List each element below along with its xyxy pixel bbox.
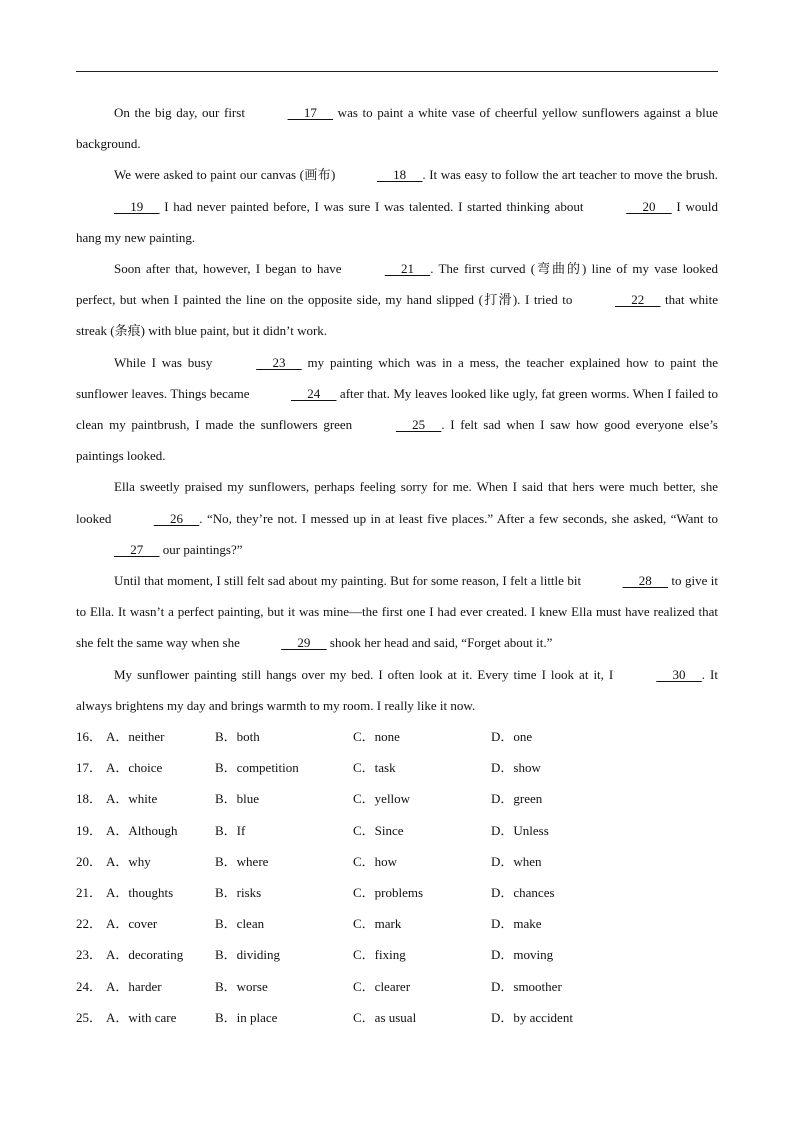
- blank-20: 20: [626, 198, 672, 214]
- option-b: B．where: [215, 853, 269, 869]
- option-b: B．worse: [215, 978, 268, 994]
- option-b: B．competition: [215, 760, 299, 776]
- question-22: [76, 908, 718, 939]
- option-b: B．in place: [215, 1009, 278, 1025]
- question-18: [76, 783, 718, 814]
- option-a: A．thoughts: [106, 884, 174, 900]
- option-d: D．Unless: [491, 822, 549, 838]
- paragraph-7: [76, 659, 718, 721]
- question-24: [76, 971, 718, 1002]
- option-c: C．mark: [353, 916, 402, 932]
- text: . “No, they’re not. I messed up in at least five places.” After a few seconds, she asked, “Want to: [199, 510, 718, 526]
- option-b: B．If: [215, 822, 246, 838]
- paragraph-6: [76, 565, 718, 659]
- cloze-passage: [76, 97, 718, 721]
- text: our paintings?”: [159, 541, 243, 557]
- question-21: [76, 877, 718, 908]
- paragraph-3: [76, 253, 718, 347]
- text: I had never painted before, I was sure I was talented. I started thinking about: [159, 198, 589, 214]
- question-number: 22．: [76, 916, 103, 932]
- option-a: A．with care: [106, 1009, 177, 1025]
- option-c: C．task: [353, 760, 396, 776]
- option-a: A．decorating: [106, 947, 184, 963]
- text: after that. My leaves looked like ugly, fat green worms. When I failed to clean my paintbrush, I made the sunflowers green: [76, 385, 718, 433]
- paragraph-4: [76, 347, 718, 472]
- question-16: [76, 721, 718, 752]
- option-d: D．by accident: [491, 1009, 573, 1025]
- question-number: 17．: [76, 760, 103, 776]
- blank-24: 24: [291, 385, 337, 401]
- blank-25: 25: [395, 417, 442, 433]
- question-17: [76, 752, 718, 783]
- text: My sunflower painting still hangs over my bed. I often look at it. Every time I look at it, I: [114, 666, 619, 682]
- blank-27: 27: [114, 541, 160, 557]
- question-number: 24．: [76, 978, 103, 994]
- blank-28: 28: [622, 573, 668, 589]
- option-a: A．cover: [106, 916, 158, 932]
- option-c: C．problems: [353, 884, 424, 900]
- option-b: B．both: [215, 729, 260, 744]
- paragraph-2: [76, 159, 718, 253]
- blank-22: 22: [614, 292, 661, 308]
- option-c: C．clearer: [353, 978, 411, 994]
- option-d: D．show: [491, 760, 541, 776]
- blank-21: 21: [384, 261, 431, 277]
- text: On the big day, our first: [114, 105, 250, 120]
- text: Until that moment, I still felt sad about my painting. But for some reason, I felt a little bit: [114, 573, 585, 589]
- question-number: 25．: [76, 1009, 103, 1025]
- option-d: D．green: [491, 791, 543, 807]
- text: my painting which was in a mess, the teacher explained how to paint the sunflower leaves. Things became: [76, 354, 718, 401]
- option-d: D．smoother: [491, 978, 562, 994]
- option-d: D．one: [491, 729, 533, 744]
- blank-26: 26: [153, 510, 200, 526]
- paragraph-1: [76, 97, 718, 159]
- question-number: 19．: [76, 822, 103, 838]
- option-a: A．white: [106, 791, 158, 807]
- blank-30: 30: [656, 666, 702, 682]
- option-c: C．none: [353, 729, 400, 744]
- question-number: 23．: [76, 947, 103, 963]
- option-c: C．fixing: [353, 947, 406, 963]
- blank-23: 23: [256, 354, 302, 370]
- option-c: C．Since: [353, 822, 404, 838]
- option-b: B．blue: [215, 791, 260, 807]
- question-number: 21．: [76, 884, 103, 900]
- text: shook her head and said, “Forget about it.”: [326, 635, 553, 651]
- blank-29: 29: [281, 635, 327, 651]
- text: that white streak (条痕) with blue paint, but it didn’t work.: [76, 292, 718, 339]
- question-23: [76, 939, 718, 970]
- header-rule: [76, 71, 718, 72]
- text: . It was easy to follow the art teacher to move the brush.: [422, 167, 718, 183]
- option-d: D．make: [491, 916, 542, 932]
- text: . I felt sad when I saw how good everyone else’s paintings looked.: [76, 417, 718, 464]
- text: to give it to Ella. It wasn’t a perfect painting, but it was mine—the first one I had ever created. I knew Ella must have realized that she felt the same way when she: [76, 573, 718, 651]
- option-d: D．moving: [491, 947, 554, 963]
- question-number: 20．: [76, 853, 103, 869]
- option-a: A．neither: [106, 729, 165, 744]
- option-d: D．chances: [491, 884, 555, 900]
- question-25: [76, 1002, 718, 1033]
- blank-18: 18: [376, 167, 423, 183]
- blank-19: 19: [114, 198, 160, 214]
- blank-17: 17: [287, 105, 334, 120]
- option-d: D．when: [491, 853, 542, 869]
- question-19: [76, 815, 718, 846]
- option-c: C．as usual: [353, 1009, 417, 1025]
- text: was to paint a white vase of cheerful yellow sunflowers against a blue background.: [76, 105, 719, 152]
- question-number: 18．: [76, 791, 103, 807]
- option-a: A．harder: [106, 978, 162, 994]
- paragraph-5: [76, 471, 718, 565]
- option-a: A．choice: [106, 760, 163, 776]
- question-options: [76, 721, 718, 1033]
- text: We were asked to paint our canvas (画布): [114, 167, 339, 183]
- text: I would hang my new painting.: [76, 198, 718, 245]
- option-b: B．clean: [215, 916, 265, 932]
- text: . It always brightens my day and brings warmth to my room. I really like it now.: [76, 666, 718, 713]
- option-c: C．yellow: [353, 791, 411, 807]
- text: . The first curved (弯曲的) line of my vase looked perfect, but when I painted the line on the opposite side, my hand slipped (打滑). I tried to: [76, 261, 718, 308]
- question-20: [76, 846, 718, 877]
- text: Ella sweetly praised my sunflowers, perhaps feeling sorry for me. When I said that hers were much better, she looked: [76, 479, 718, 526]
- option-b: B．risks: [215, 884, 262, 900]
- option-c: C．how: [353, 853, 398, 869]
- option-a: A．why: [106, 853, 151, 869]
- text: While I was busy: [114, 354, 219, 370]
- text: Soon after that, however, I began to have: [114, 261, 347, 277]
- option-b: B．dividing: [215, 947, 281, 963]
- question-number: 16．: [76, 729, 103, 744]
- option-a: A．Although: [106, 822, 178, 838]
